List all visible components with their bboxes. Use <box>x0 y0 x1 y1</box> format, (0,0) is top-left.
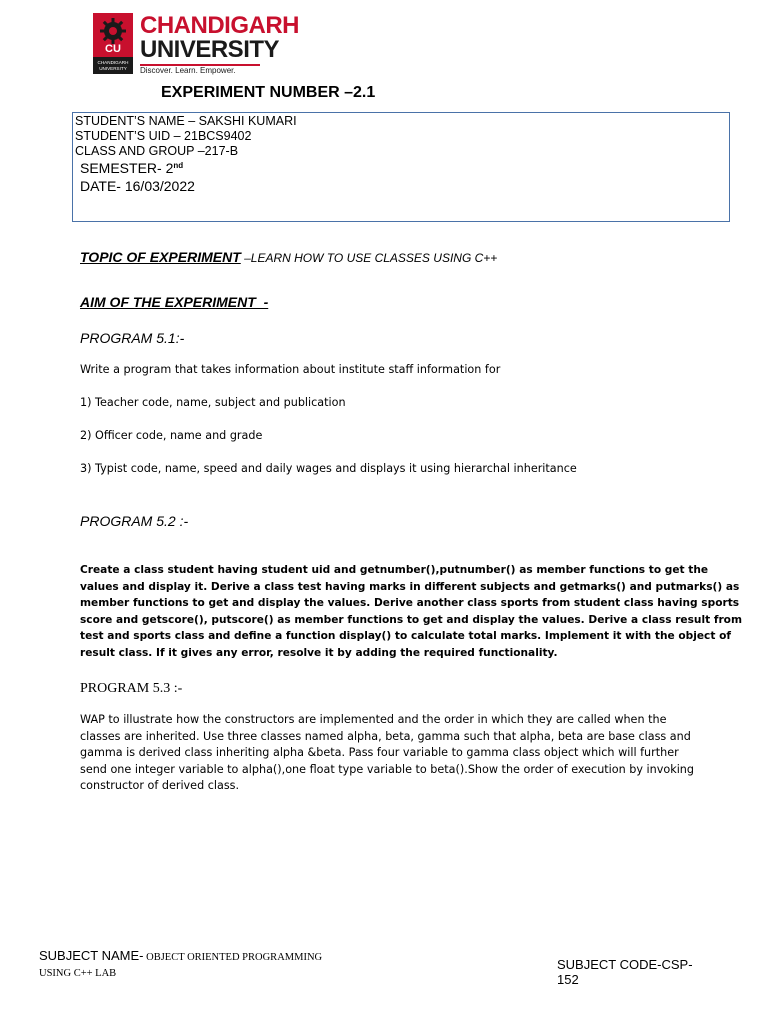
topic-of-experiment <box>80 249 497 267</box>
student-name: STUDENT’S NAME – SAKSHI KUMARI <box>75 114 297 128</box>
program-5-2-line: result class. If it gives any error, resolve it by adding the required functionality. <box>80 646 558 659</box>
topic-label: TOPIC OF EXPERIMENT <box>80 249 241 265</box>
program-5-2-line: score and getscore(), putscore() as member functions to get and display the values. Derive a class result from <box>80 613 742 626</box>
subject-name-value: OBJECT ORIENTED PROGRAMMING <box>143 952 323 963</box>
subject-code-line1: SUBJECT CODE-CSP- <box>557 957 693 972</box>
program-5-2-line: member functions to get and display the values. Derive another class sports from student class having sports <box>80 597 740 609</box>
date: DATE- 16/03/2022 <box>80 178 195 194</box>
emblem-text: CU <box>105 43 121 55</box>
subject-code-line2: 152 <box>557 972 579 987</box>
program-5-2-heading: PROGRAM 5.2 :- <box>80 513 189 529</box>
class-and-group: CLASS AND GROUP –217-B <box>75 144 239 158</box>
topic-dash: – <box>240 251 251 265</box>
logo-name-line1: CHANDIGARH <box>140 12 299 39</box>
program-5-3-heading: PROGRAM 5.3 :- <box>80 681 183 696</box>
student-uid: STUDENT’S UID – 21BCS9402 <box>75 129 252 143</box>
student-info-box <box>72 112 730 222</box>
footer-subject-code <box>557 957 717 987</box>
emblem-subtext: CHANDIGARH UNIVERSITY <box>93 57 133 74</box>
program-5-2-line: test and sports class and define a function display() to calculate total marks. Implement it with the object of <box>80 630 731 642</box>
program-5-3-line: constructor of derived class. <box>80 779 240 792</box>
footer-subject-name <box>39 948 369 982</box>
program-5-2-line: values and display it. Derive a class test having marks in different subjects and getmarks() and putmarks() as <box>80 580 740 593</box>
semester-suffix: nd <box>173 161 184 170</box>
program-5-1-intro: Write a program that takes information about institute staff information for <box>80 363 501 376</box>
topic-value: LEARN HOW TO USE CLASSES USING C++ <box>250 251 498 265</box>
logo-name-line2: UNIVERSITY <box>140 36 280 63</box>
program-5-1-heading: PROGRAM 5.1:- <box>80 330 185 346</box>
program-5-2-line: Create a class student having student uid and getnumber(),putnumber() as member functions to get the <box>80 564 709 576</box>
program-5-1-item: 2) Officer code, name and grade <box>80 429 263 442</box>
logo-tagline: Discover. Learn. Empower. <box>140 66 236 75</box>
experiment-number-heading: EXPERIMENT NUMBER –2.1 <box>161 84 376 101</box>
semester <box>80 161 183 175</box>
university-logo <box>93 12 299 75</box>
gear-emblem-icon <box>99 17 127 45</box>
program-5-3-line: send one integer variable to alpha(),one float type variable to beta().Show the order of execution by invoking <box>80 762 694 776</box>
program-5-1-item: 3) Typist code, name, speed and daily wages and displays it using hierarchal inheritance <box>80 462 577 475</box>
semester-label: SEMESTER- 2 <box>80 160 174 176</box>
program-5-3-line: classes are inherited. Use three classes named alpha, beta, gamma such that alpha, beta are base class and <box>80 729 691 743</box>
aim-heading: AIM OF THE EXPERIMENT - <box>80 294 269 310</box>
subject-name-line1 <box>39 948 369 966</box>
program-5-3-line: gamma is derived class inheriting alpha &beta. Pass four variable to gamma class object which will further <box>80 746 679 759</box>
program-5-3-line: WAP to illustrate how the constructors are implemented and the order in which they are called when the <box>80 713 667 726</box>
university-emblem <box>93 13 133 74</box>
subject-name-label: SUBJECT NAME- <box>39 948 144 963</box>
subject-name-value-cont: USING C++ LAB <box>39 968 117 979</box>
program-5-1-item: 1) Teacher code, name, subject and publication <box>80 396 346 409</box>
